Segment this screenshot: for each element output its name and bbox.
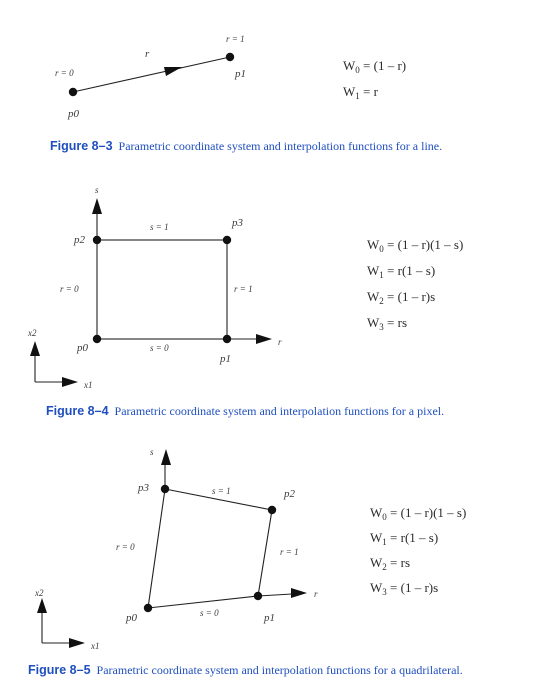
figure-8-3-caption: Figure 8–3 Parametric coordinate system and interpolation functions for a line. [50, 139, 443, 153]
label-r: r [314, 589, 318, 599]
label-p1: p1 [264, 612, 275, 624]
equation-w0: $W_0 = (1 - r)$ [343, 58, 407, 75]
label-p0: p0 [126, 612, 137, 624]
label-x1: x1 [84, 380, 93, 390]
label-r1: r = 1 [280, 547, 299, 557]
label-x1: x1 [91, 641, 100, 651]
label-p1: p1 [220, 353, 231, 365]
s-axis-arrow [161, 449, 171, 465]
label-s: s [150, 447, 154, 457]
node-p1 [254, 592, 262, 600]
node-p2 [93, 236, 101, 244]
equation-w0: $W_0 = (1 - r)(1 - s)$ [370, 505, 467, 522]
figure-8-4-diagram [27, 185, 282, 390]
label-s0: s = 0 [200, 608, 219, 618]
r-axis [258, 594, 292, 596]
equation-w0: $W_0 = (1 - r)(1 - s)$ [367, 237, 464, 254]
equation-w1: $W_1 = r(1 - s)$ [367, 263, 436, 280]
label-p0: p0 [68, 108, 79, 120]
r-axis-arrow [291, 588, 307, 598]
x2-axis-arrow [30, 341, 40, 356]
node-p3 [223, 236, 231, 244]
label-p2: p2 [284, 488, 295, 500]
label-r: r [278, 337, 282, 347]
equation-w3: $W_3$ = rs [367, 315, 408, 332]
s-axis-arrow [92, 198, 102, 214]
quadrilateral [148, 489, 272, 608]
label-r0: r = 0 [116, 542, 135, 552]
node-p3 [161, 485, 169, 493]
figure-8-4-caption: Figure 8–4 Parametric coordinate system and interpolation functions for a pixel. [46, 404, 445, 418]
label-r1: r = 1 [226, 34, 245, 44]
node-p0 [144, 604, 152, 612]
figure-8-5-caption: Figure 8–5 Parametric coordinate system and interpolation functions for a quadrilateral. [28, 663, 463, 677]
r-direction-arrow [164, 67, 182, 76]
pixel-square [97, 240, 227, 339]
label-p2: p2 [74, 234, 85, 246]
label-p3: p3 [138, 482, 149, 494]
equation-w2: $W_2 = (1 - r)s$ [367, 289, 436, 306]
node-p1 [226, 53, 234, 61]
label-r0: r = 0 [55, 68, 74, 78]
line-segment [73, 57, 230, 92]
figure-8-5-diagram [34, 447, 318, 651]
label-s1: s = 1 [212, 486, 231, 496]
label-s1: s = 1 [150, 222, 169, 232]
label-p3: p3 [232, 217, 243, 229]
x2-axis-arrow [37, 598, 47, 613]
label-x2: x2 [35, 588, 44, 598]
label-x2: x2 [28, 328, 37, 338]
label-p0: p0 [77, 342, 88, 354]
node-p1 [223, 335, 231, 343]
node-p0 [69, 88, 77, 96]
equation-w1: $W_1 = r(1 - s)$ [370, 530, 439, 547]
equation-w2: $W_2$ = rs [370, 555, 411, 572]
label-r: r [145, 48, 150, 60]
label-p1: p1 [235, 68, 246, 80]
label-s0: s = 0 [150, 343, 169, 353]
r-axis-arrow [256, 334, 272, 344]
label-s: s [95, 185, 99, 195]
x1-axis-arrow [62, 377, 78, 387]
label-r1: r = 1 [234, 284, 253, 294]
x1-axis-arrow [69, 638, 85, 648]
equation-w3: $W_3 = (1 - r)s$ [370, 580, 439, 597]
label-r0: r = 0 [60, 284, 79, 294]
figure-8-3-diagram [55, 34, 246, 120]
equation-w1: $W_1 = r$ [343, 84, 378, 101]
node-p0 [93, 335, 101, 343]
node-p2 [268, 506, 276, 514]
